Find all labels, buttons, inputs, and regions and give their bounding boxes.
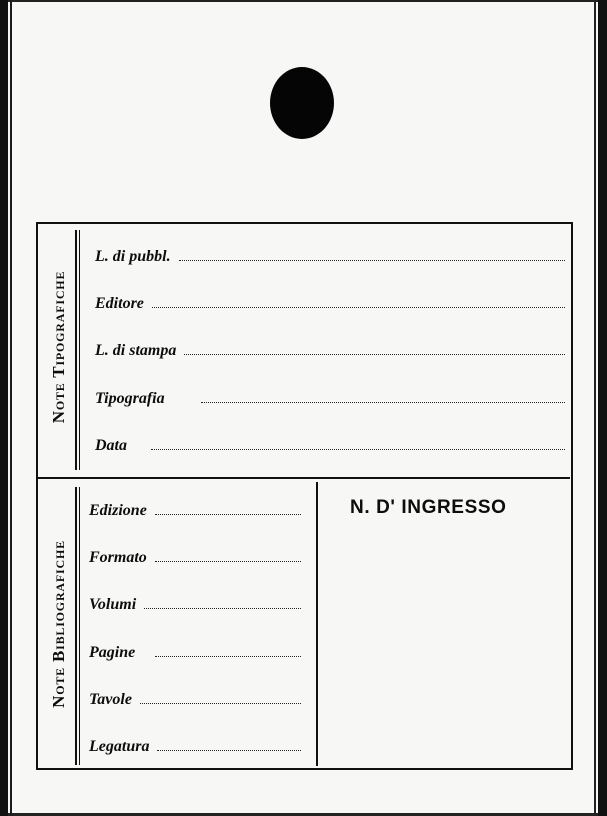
field-luogo-stampa[interactable] [95,342,565,360]
field-data[interactable] [95,437,565,455]
fill-line [144,598,301,609]
field-formato[interactable] [89,549,301,567]
field-luogo-pubblicazione[interactable] [95,248,565,266]
field-label: Pagine [89,644,136,661]
field-label: Tavole [89,691,132,708]
fill-line [155,646,301,657]
field-pagine[interactable] [89,644,301,662]
side-rule [79,230,80,470]
card-edge-left-inner [10,0,12,816]
card-edge-top [0,0,607,2]
field-edizione[interactable] [89,502,301,520]
field-label: Formato [89,549,147,566]
side-rule [75,230,77,470]
section-divider-horizontal [38,477,570,479]
field-label: Legatura [89,738,150,755]
fill-line [140,693,301,704]
fill-line [201,392,565,403]
side-rule [75,487,77,765]
field-volumi[interactable] [89,596,301,614]
fill-line [155,504,301,515]
field-legatura[interactable] [89,738,301,756]
ingresso-number-label: N. D' INGRESSO [350,497,507,518]
card-edge-left [0,0,8,816]
card-edge-right-inner [594,0,596,816]
fill-line [157,740,301,751]
card-edge-right [598,0,607,816]
fill-line [179,250,565,261]
field-tipografia[interactable] [95,390,565,408]
field-label: Volumi [89,596,137,613]
field-editore[interactable] [95,295,565,313]
fill-line [152,297,565,308]
fill-line [151,439,565,450]
punch-hole [270,67,334,139]
side-rule [79,487,80,765]
field-tavole[interactable] [89,691,301,709]
section-label-bibliographic: Note Bibliografiche [49,540,68,708]
fill-line [184,344,565,355]
section-divider-vertical [316,482,318,766]
field-label: Data [95,437,127,454]
field-label: Editore [95,295,144,312]
field-label: L. di stampa [95,342,177,359]
field-label: Edizione [89,502,147,519]
section-label-typographic: Note Tipografiche [49,270,68,424]
catalog-form [36,222,573,770]
fill-line [155,551,301,562]
field-label: L. di pubbl. [95,248,171,265]
field-label: Tipografia [95,390,165,407]
